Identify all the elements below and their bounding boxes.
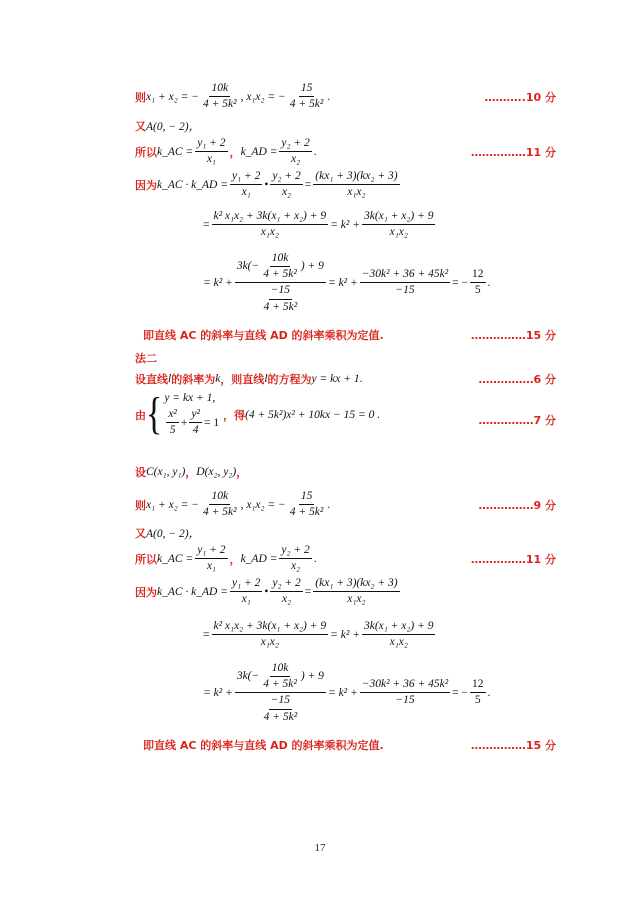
slopes-line-2: 所以 k_AC = $\frac{\text{y₁ + 2}}{\text{x₁}}$ ， k_AD = $\frac{\text{y₂ + 2}}{\text{x₂}}$ . [135,544,317,573]
point-a-line-1: 又 A(0, − 2)， [135,120,201,133]
quadratic: (4 + 5k²)x² + 10kx − 15 = 0 . [245,408,381,421]
point-a: A(0, − 2)， [146,121,201,133]
expand-line-1: = $\frac{\text{k² x₁x₂ + 3k(x₁ + x₂) + 9}}{\text{x₁x₂}}$ = k² + $\frac{\text{3k(x₁ + x₂) + 9}}{\text{x₁x₂}}$ [203,210,434,239]
product-line-2: 因为 k_AC · k_AD = $\frac{\text{y₁ + 2}}{\text{x₁}}$ • $\frac{\text{y₂ + 2}}{\text{x₂}}$ = $\frac{\text{(kx₁ + 3)(kx₂ + 3)}}{\text{x₁x₂}}$ [135,577,398,606]
kad-fraction: $\frac{\text{y₂ + 2}}{\text{x₂}}$ [281,137,310,166]
score-10: ………..10 分 [484,91,556,104]
equation-system: y = kx + 1, $\frac{\text{x²}}{5}$ + $\frac{\text{y²}}{4}$ = 1 [164,392,220,437]
score-15-a: ……………15 分 [470,329,556,342]
substitute-line-2: = k² + 3k(− $\frac{10k}{\text{4 + 5k²}}$ ) + 9 $\frac{-15}{\text{4 + 5k²}}$ = k² + $\frac{\text{−30k² + 36 + 45k²}}{-15}$ = − $\frac{12}{5}$ . [203,662,491,723]
score-15-b: ……………15 分 [470,739,556,752]
prod-lhs: , x₁x₂ = − [240,90,286,103]
substitute-line-1: = k² + 3k(− $\frac{10k}{\text{4 + 5k²}}$ ) + 9 $\frac{-15}{\text{4 + 5k²}}$ = k² + $\frac{\text{−30k² + 36 + 45k²}}{-15}$ = − $\frac{12}{5}$ . [203,252,491,313]
sum-fraction: $\frac{10k}{\text{4 + 5k²}}$ [203,82,237,111]
score-9: ……………9 分 [478,499,556,512]
score-6: ……………6 分 [478,373,556,386]
nested-fraction-2: 3k(− $\frac{10k}{\text{4 + 5k²}}$ ) + 9 $\frac{-15}{\text{4 + 5k²}}$ [236,662,324,723]
sum-lhs: x₁ + x₂ = − [146,90,199,103]
method-2-heading: 法二 [135,352,157,365]
system-line: 由 { y = kx + 1, $\frac{\text{x²}}{5}$ + $\frac{\text{y²}}{4}$ = 1 ，得 (4 + 5k²)x² + 10kx − 15 = 0 . [135,389,381,440]
ze-label: 则 [135,90,146,104]
set-line: 设直线 l 的斜率为 k ，则直线 l 的方程为 y = kx + 1 . [135,373,363,386]
point-a-line-2: 又 A(0, − 2)， [135,527,201,540]
expand-line-2: = $\frac{\text{k² x₁x₂ + 3k(x₁ + x₂) + 9}}{\text{x₁x₂}}$ = k² + $\frac{\text{3k(x₁ + x₂) + 9}}{\text{x₁x₂}}$ [203,620,434,649]
score-11-b: ……………11 分 [470,553,556,566]
slopes-line-1: 所以 k_AC = $\frac{\text{y₁ + 2}}{\text{x₁}}$ ， k_AD = $\frac{\text{y₂ + 2}}{\text{x₂}}$ . [135,137,317,166]
product-line-1: 因为 k_AC · k_AD = $\frac{\text{y₁ + 2}}{\text{x₁}}$ • $\frac{\text{y₂ + 2}}{\text{x₂}}$ = $\frac{\text{(kx₁ + 3)(kx₂ + 3)}}{\text{x₁x₂}}$ [135,170,398,199]
score-11-a: ……………11 分 [470,146,556,159]
prod-fraction: $\frac{15}{\text{4 + 5k²}}$ [289,82,324,111]
sum-product-line-2: 则 x₁ + x₂ = − $\frac{10k}{\text{4 + 5k²}}$ , x₁x₂ = − $\frac{15}{\text{4 + 5k²}}$ . [135,490,331,519]
sum-product-line-1: 则 x₁ + x₂ = − $\frac{10k}{\text{4 + 5k²}}$ , x₁x₂ = − $\frac{15}{\text{4 + 5k²}}$ . [135,82,331,111]
conclusion-2: 即直线 AC 的斜率与直线 AD 的斜率乘积为定值. [143,739,384,752]
conclusion-1: 即直线 AC 的斜率与直线 AD 的斜率乘积为定值. [143,329,384,342]
kac-fraction: $\frac{\text{y₁ + 2}}{\text{x₁}}$ [197,137,226,166]
score-7: ……………7 分 [478,414,556,427]
set-points: 设 C(x₁, y₁) ， D(x₂, y₂) ， [135,466,248,479]
page-number: 17 [314,842,326,854]
nested-fraction-1: 3k(− $\frac{10k}{\text{4 + 5k²}}$ ) + 9 $\frac{-15}{\text{4 + 5k²}}$ [236,252,324,313]
